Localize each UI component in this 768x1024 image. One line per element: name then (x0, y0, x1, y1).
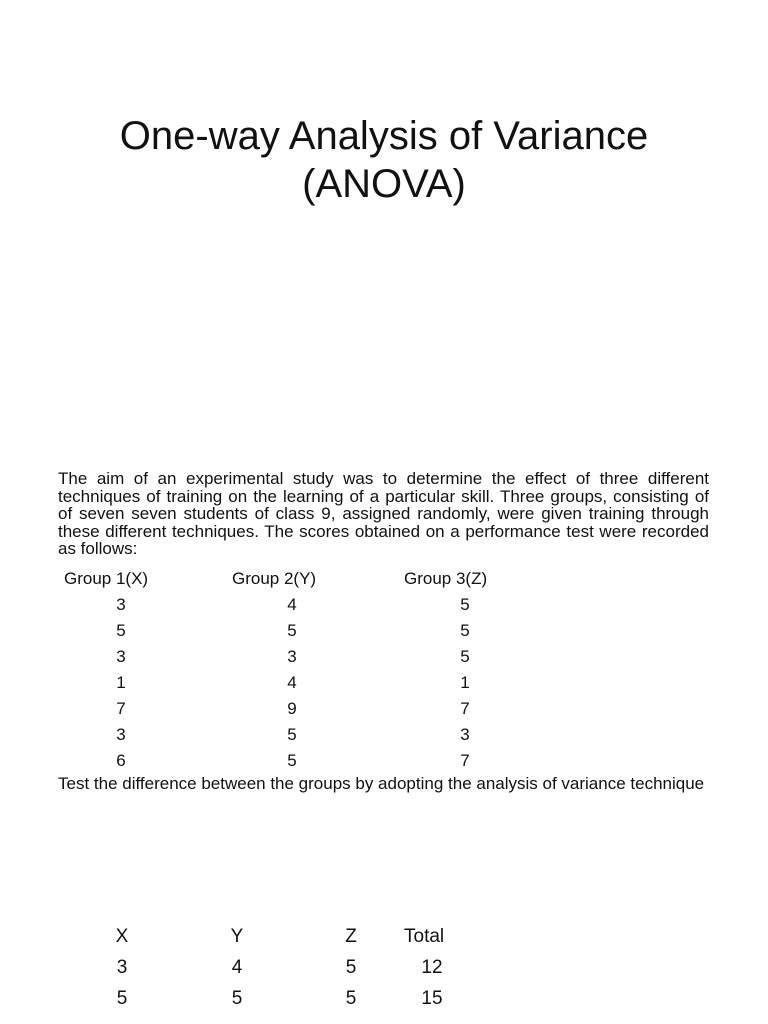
total-value: 12 (421, 957, 443, 978)
group-1-score: 6 (116, 751, 126, 770)
page-title (60, 112, 708, 208)
group-3-score: 7 (460, 751, 470, 770)
group-3-header: Group 3(Z) (404, 569, 488, 588)
group-2-score: 9 (287, 699, 297, 718)
groups-header-row (58, 568, 558, 594)
group-2-score: 3 (287, 647, 297, 666)
group-2-score: 5 (287, 725, 297, 744)
group-1-score: 3 (116, 595, 126, 614)
group-3-score: 5 (460, 621, 470, 640)
total-value: 15 (421, 988, 443, 1009)
group-2-score: 5 (287, 751, 297, 770)
x-header: X (115, 926, 129, 947)
group-3-score: 5 (460, 647, 470, 666)
group-2-score: 5 (287, 621, 297, 640)
table-row (58, 646, 558, 672)
table-row (58, 698, 558, 724)
table-row (58, 594, 558, 620)
calculation-table (0, 924, 768, 1017)
group-1-score: 5 (116, 621, 126, 640)
title-line-2: (ANOVA) (302, 162, 466, 206)
z-header: Z (345, 926, 357, 947)
x-value: 5 (116, 988, 128, 1009)
table-row (58, 672, 558, 698)
task-statement: Test the difference between the groups by adopting the analysis of variance technique (58, 774, 705, 793)
z-value: 5 (345, 988, 357, 1009)
table-row (58, 620, 558, 646)
group-3-score: 1 (460, 673, 470, 692)
group-1-header: Group 1(X) (64, 569, 149, 588)
group-1-score: 7 (116, 699, 126, 718)
group-1-score: 3 (116, 647, 126, 666)
total-header: Total (404, 926, 445, 947)
title-line-1: One-way Analysis of Variance (119, 114, 649, 158)
table-row (0, 986, 768, 1017)
group-2-score: 4 (287, 595, 297, 614)
group-2-header: Group 2(Y) (232, 569, 317, 588)
x-value: 3 (116, 957, 128, 978)
calc-header-row (0, 924, 768, 955)
y-value: 4 (231, 957, 243, 978)
table-row (58, 724, 558, 750)
groups-score-table (58, 568, 558, 776)
z-value: 5 (345, 957, 357, 978)
y-header: Y (230, 926, 244, 947)
table-row (58, 750, 558, 776)
group-2-score: 4 (287, 673, 297, 692)
group-3-score: 7 (460, 699, 470, 718)
group-1-score: 1 (116, 673, 126, 692)
table-row (0, 955, 768, 986)
group-1-score: 3 (116, 725, 126, 744)
group-3-score: 5 (460, 595, 470, 614)
group-3-score: 3 (460, 725, 470, 744)
problem-statement: The aim of an experimental study was to determine the effect of three different techniques of training on the learning of a particular skill. Three groups, consisting of of seven seven students of class 9, assigned randomly, were given training through these different techniques. The scores obtained on a performance test were recorded as follows: (58, 469, 709, 558)
y-value: 5 (231, 988, 243, 1009)
